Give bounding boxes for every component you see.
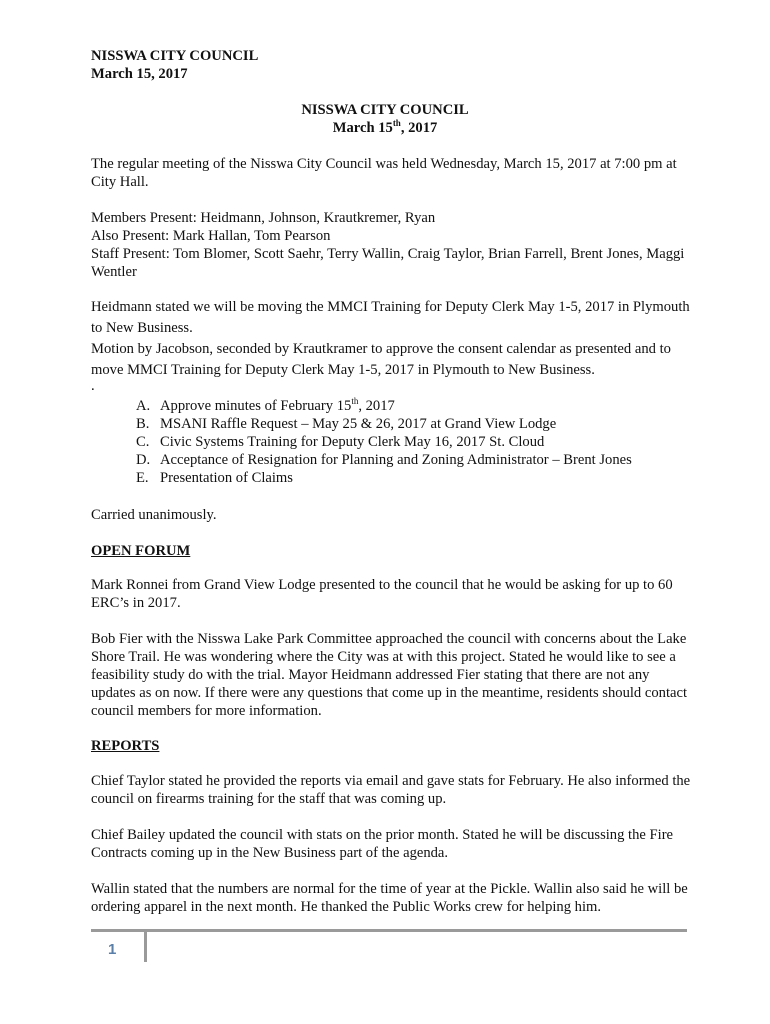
header-block [91,47,691,83]
reports-paragraph-3: Wallin stated that the numbers are normal for the time of year at the Pickle. Wallin also said he will be ordering apparel in the next month. He thanked the Public Works crew for helping him. [91,881,688,915]
open-forum-paragraph-2: Bob Fier with the Nisswa Lake Park Committee approached the council with concerns about the Lake Shore Trail. He was wondering where the City was at with this project. Stated he would like to see a feasibility study do with the trial. Mayor Heidmann addressed Fier stating that there are not any updates as on now. If there were any questions that come up in the meantime, residents should contact council members for more information. [91,631,688,719]
open-forum-heading: OPEN FORUM [91,543,191,559]
attendance-block [91,209,691,281]
list-item: C. Civic Systems Training for Deputy Clerk May 16, 2017 St. Cloud [136,434,545,450]
title-date: March 15th, 2017 [332,118,438,136]
header-org: NISSWA CITY COUNCIL [91,48,259,64]
business-note: Heidmann stated we will be moving the MMCI Training for Deputy Clerk May 1-5, 2017 in Plymouth to New Business. [91,299,690,336]
intro-paragraph: The regular meeting of the Nisswa City Council was held Wednesday, March 15, 2017 at 7:00 pm at City Hall. [91,156,677,190]
document-title [0,101,770,137]
list-item: A. Approve minutes of February 15th, 2017 [136,396,395,414]
open-forum-paragraph-1: Mark Ronnei from Grand View Lodge presented to the council that he would be asking for up to 60 ERC’s in 2017. [91,577,673,611]
reports-paragraph-2: Chief Bailey updated the council with stats on the prior month. Stated he will be discussing the Fire Contracts coming up in the New Business part of the agenda. [91,827,674,861]
consent-list [136,397,696,487]
list-item: B. MSANI Raffle Request – May 25 & 26, 2017 at Grand View Lodge [136,416,557,432]
footer-rule [91,929,687,932]
title-org: NISSWA CITY COUNCIL [301,102,469,118]
footer-divider [144,932,147,962]
also-present: Also Present: Mark Hallan, Tom Pearson [91,228,331,244]
reports-heading: REPORTS [91,738,160,754]
stray-mark: . [91,378,95,394]
header-date: March 15, 2017 [91,66,188,82]
carried-statement: Carried unanimously. [91,507,217,523]
motion-paragraph: Motion by Jacobson, seconded by Krautkramer to approve the consent calendar as presented and to move MMCI Training for Deputy Clerk May 1-5, 2017 in Plymouth to New Business. [91,341,671,378]
reports-paragraph-1: Chief Taylor stated he provided the reports via email and gave stats for February. He also informed the council on firearms training for the staff that was coming up. [91,773,691,807]
page-number: 1 [108,941,117,958]
list-item: E. Presentation of Claims [136,470,293,486]
staff-present: Staff Present: Tom Blomer, Scott Saehr, Terry Wallin, Craig Taylor, Brian Farrell, Brent Jones, Maggi Wentler [91,246,685,280]
members-present: Members Present: Heidmann, Johnson, Krautkremer, Ryan [91,210,436,226]
list-item: D. Acceptance of Resignation for Planning and Zoning Administrator – Brent Jones [136,452,632,468]
